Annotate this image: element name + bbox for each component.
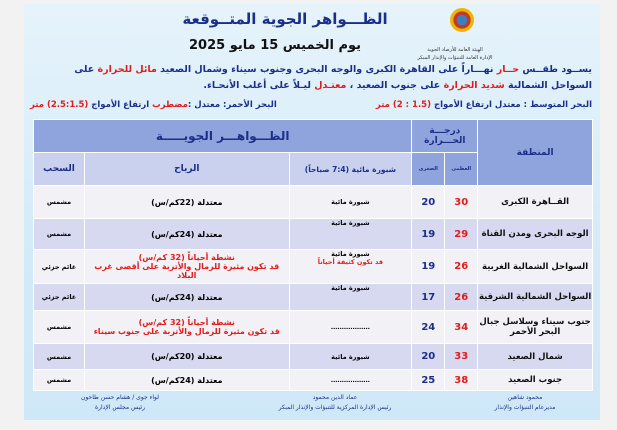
region-cell: السواحل الشمالية الغربية — [478, 250, 593, 284]
haze-text: شبورة مائية — [331, 198, 370, 206]
signature-3 — [60, 393, 180, 413]
region-cell: الوجه البحرى ومدن القناة — [478, 219, 593, 250]
max-temp-cell: 26 — [445, 284, 478, 311]
region-cell: جنوب سيناء وسلاسل جبال البحر الأحمر — [478, 311, 593, 344]
wind-note: قد تكون مثيرة للرمال والأتربة على أقصى غرب البلاد — [94, 262, 280, 280]
wind-cell — [85, 186, 290, 219]
haze-header: شبورة مائية (7:4 صباحاً) — [289, 153, 412, 186]
signer-name: عماد الدين محمود — [312, 394, 358, 401]
haze-text: شبورة مائية — [331, 352, 370, 361]
summary-highlight: شديد الحرارة — [443, 80, 505, 91]
forecast-table — [33, 119, 593, 391]
max-temp-cell: 26 — [445, 250, 478, 284]
cloud-cell: مشمس — [34, 219, 85, 250]
haze-cell — [289, 284, 412, 311]
max-temp-cell: 34 — [445, 311, 478, 344]
table-row — [34, 344, 593, 370]
signer-name: محمود شاهين — [507, 394, 543, 401]
min-temp-cell: 20 — [412, 344, 445, 370]
cloud-cell: غائم جزئي — [34, 250, 85, 284]
summary-highlight: حــار — [496, 64, 520, 75]
med-waves: (1.5 : 2) متر — [375, 100, 431, 110]
wind-cell — [85, 344, 290, 370]
haze-text: شبورة مائية — [331, 284, 370, 292]
table-row — [34, 219, 593, 250]
signature-2 — [255, 393, 415, 413]
region-cell: شمال الصعيد — [478, 344, 593, 370]
signer-title: رئيس الإدارة المركزية للتنبؤات والإنذار المبكر — [278, 404, 392, 411]
red-state: مضطرب — [152, 100, 188, 110]
summary-text: على جنوب الصعيد ، — [346, 80, 444, 91]
haze-text: شبورة مائية — [331, 219, 370, 227]
wind-text: نشطة أحياناً (32 كم/س) — [138, 318, 235, 327]
haze-text: شبورة مائية — [331, 250, 370, 258]
forecast-date: يوم الخميس 15 مايو 2025 — [188, 38, 361, 53]
wind-text: معتدلة (24كم/س) — [151, 375, 223, 385]
table-row — [34, 370, 593, 391]
temperature-header: درجـــة الحـــرارة — [412, 120, 478, 153]
table-row — [34, 284, 593, 311]
haze-cell — [289, 344, 412, 370]
region-header: المنطقة — [478, 120, 593, 186]
wind-cell — [85, 284, 290, 311]
wind-text: معتدلة (22كم/س) — [151, 197, 223, 207]
haze-cell — [289, 311, 412, 344]
cloud-cell: غائم جزئي — [34, 284, 85, 311]
wind-cell — [85, 250, 290, 284]
signature-1 — [470, 393, 580, 413]
haze-text: ……………… — [330, 376, 370, 384]
haze-note: قد تكون كثيفة أحياناً — [317, 258, 384, 266]
region-cell: القــاهرة الكبرى — [478, 186, 593, 219]
page-title: الظـــواهر الجوية المتــوقعة — [182, 10, 388, 28]
sea-state — [30, 100, 592, 110]
weather-summary — [30, 62, 592, 94]
min-temp-cell: 25 — [412, 370, 445, 391]
summary-text: على السواحل الشمالية — [74, 64, 592, 91]
table-row — [34, 250, 593, 284]
haze-cell — [289, 250, 412, 284]
min-temp-cell: 24 — [412, 311, 445, 344]
med-label: البحر المتوسط : معتدل ارتفاع الأمواج — [430, 100, 592, 110]
max-temp-cell: 33 — [445, 344, 478, 370]
cloud-cell: مشمس — [34, 186, 85, 219]
min-header: الصغرى — [412, 153, 445, 186]
red-label: البحر الأحمر: معتدل : — [187, 100, 277, 110]
summary-text: نهـــاراً على القاهرة الكبرى والوجه البحرى وجنوب سيناء وشمال الصعيد — [156, 64, 497, 75]
max-temp-cell: 30 — [445, 186, 478, 219]
organization-name — [405, 46, 505, 62]
wind-text: معتدلة (24كم/س) — [151, 292, 223, 302]
region-cell: السواحل الشمالية الشرقية — [478, 284, 593, 311]
org-line2: الإدارة العامة للتنبؤات والإنذار المبكر — [417, 55, 493, 61]
wind-text: معتدلة (20كم/س) — [151, 352, 223, 361]
min-temp-cell: 19 — [412, 219, 445, 250]
wind-cell — [85, 370, 290, 391]
haze-text: ……………… — [330, 323, 370, 331]
max-temp-cell: 38 — [445, 370, 478, 391]
signer-title: مديرعام التنبؤات والإنذار — [494, 404, 556, 411]
signer-name: لواء جوى / هشام حسن طاحون — [81, 394, 159, 401]
signer-title: رئيس مجلس الإدارة — [94, 404, 146, 411]
max-header: العظمى — [445, 153, 478, 186]
cloud-cell: مشمس — [34, 344, 85, 370]
summary-highlight: مائل للحرارة — [97, 64, 157, 75]
mediterranean-state — [376, 100, 592, 110]
wind-text: معتدلة (24كم/س) — [151, 229, 223, 239]
summary-text: يســود طقــس — [519, 64, 592, 75]
wind-header: الرياح — [85, 153, 290, 186]
haze-cell — [289, 219, 412, 250]
cloud-header: السحب — [34, 153, 85, 186]
min-temp-cell: 17 — [412, 284, 445, 311]
org-line1: الهيئة العامة للأرصاد الجوية — [427, 47, 483, 53]
cloud-cell: مشمس — [34, 370, 85, 391]
phenomena-header: الظـــواهـــر الجويـــــة — [34, 120, 412, 153]
wind-cell — [85, 219, 290, 250]
wind-note: قد تكون مثيرة للرمال والأتربة على جنوب سيناء — [93, 327, 280, 336]
red-sea-state — [30, 100, 277, 110]
summary-text: ليـلاً على أغلب الأنحـاء. — [203, 80, 315, 91]
table-row — [34, 186, 593, 219]
red-waves-label: ارتفاع الأمواج — [88, 100, 153, 110]
table-row — [34, 311, 593, 344]
region-cell: جنوب الصعيد — [478, 370, 593, 391]
wind-text: نشطة أحياناً (32 كم/س) — [138, 253, 235, 262]
min-temp-cell: 20 — [412, 186, 445, 219]
summary-highlight: معتـدل — [314, 80, 347, 91]
haze-cell — [289, 370, 412, 391]
max-temp-cell: 29 — [445, 219, 478, 250]
cloud-cell: مشمس — [34, 311, 85, 344]
min-temp-cell: 19 — [412, 250, 445, 284]
ema-logo — [450, 8, 474, 32]
red-waves: (2.5:1.5) متر — [30, 100, 89, 110]
wind-cell — [85, 311, 290, 344]
haze-cell — [289, 186, 412, 219]
